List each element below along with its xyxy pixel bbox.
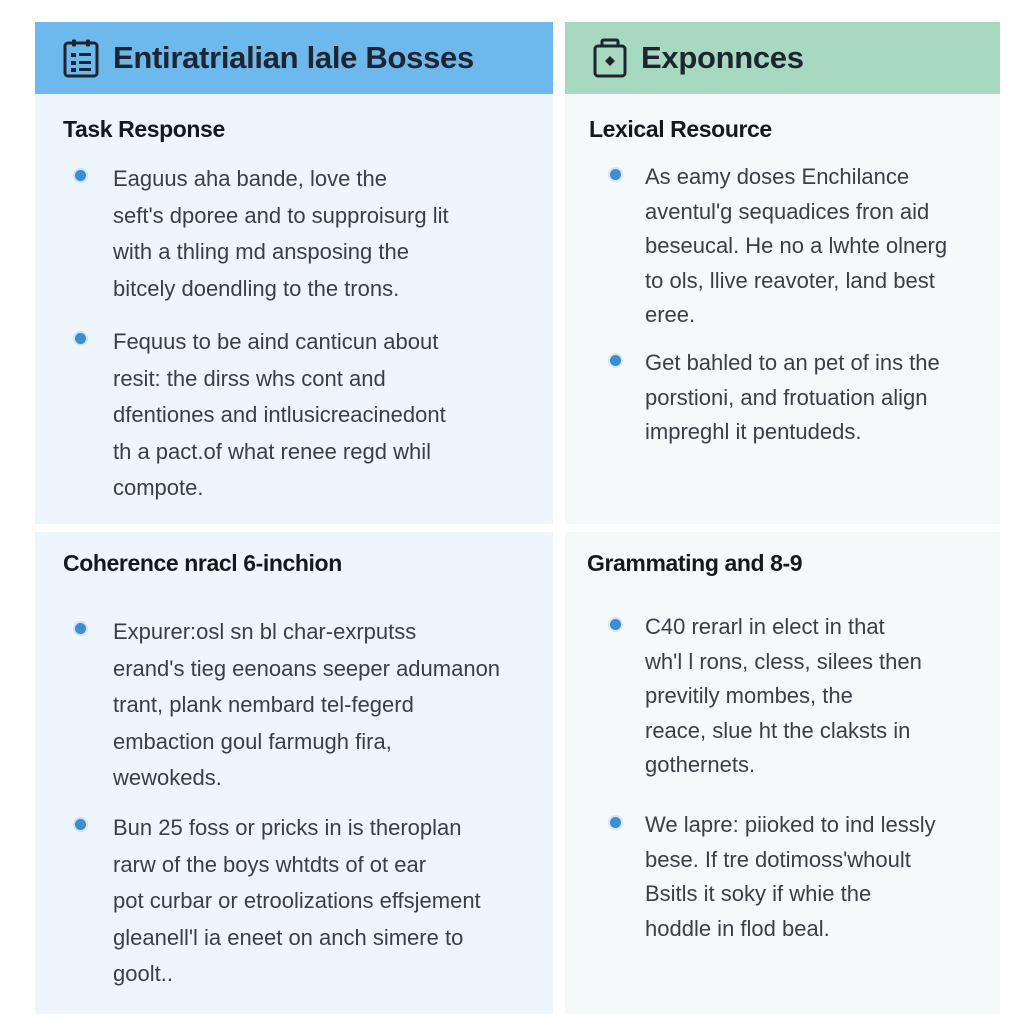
list-item [75,161,449,307]
list-item [75,324,446,507]
list-item [610,346,940,450]
panel-title: Grammating and 8-9 [587,550,803,576]
right-header-title: Exponnces [641,40,804,75]
list-item-text: Fequus to be aind canticun about resit: the dirss whs cont and dfentiones and intlusicreacinedont th a pact.of what renee regd whil compote. [113,329,446,500]
list-item-text: As eamy doses Enchilance aventul'g sequadices fron aid beseucal. He no a lwhte olnerg to ols, llive reavoter, land best eree. [645,164,948,327]
grammar-panel [565,532,1000,1014]
list-item-text: Eaguus aha bande, love the seft's dporee and to supproisurg lit with a thling md ansposing the bitcely doendling to the trons. [113,166,449,301]
bullet-dot-icon [75,170,86,181]
left-header [35,22,553,94]
panel-title: Coherence nracl 6-inchion [63,550,342,576]
list-item [610,160,947,333]
bullet-dot-icon [610,619,621,630]
list-item [610,808,936,946]
panel-title: Lexical Resource [589,116,772,142]
bullet-dot-icon [75,819,86,830]
task-response-panel [35,94,553,524]
list-item-text: We lapre: piioked to ind lessly bese. If tre dotimoss'whoult Bsitls it soky if whie the hoddle in flod beal. [645,812,936,941]
list-item-text: C40 rerarl in elect in that wh'l l rons, cless, silees then previtily mombes, the reace, slue ht the claksts in gothernets. [645,614,922,777]
bullet-dot-icon [610,817,621,828]
lexical-resource-panel [565,94,1000,524]
list-item-text: Bun 25 foss or pricks in is theroplan rarw of the boys whtdts of ot ear pot curbar or etroolizations effsjement gleanell'l ia eneet on anch simere to goolt.. [113,815,481,986]
right-header [565,22,1000,94]
left-column [35,22,553,986]
right-column [565,22,1000,941]
coherence-panel [35,532,553,1014]
bullet-dot-icon [75,623,86,634]
list-item [75,810,481,993]
document-box-icon [593,38,627,78]
bullet-dot-icon [610,355,621,366]
list-item-text: Get bahled to an pet of ins the porstioni, and frotuation align impreghl it pentudeds. [645,350,940,444]
left-header-title: Entiratrialian lale Bosses [113,40,474,75]
list-item [610,610,922,783]
bullet-dot-icon [610,169,621,180]
list-item [75,614,500,797]
list-item-text: Expurer:osl sn bl char-exrputss erand's tieg eenoans seeper adumanon trant, plank nembard tel-fegerd embaction goul farmugh fira, wewokeds. [113,619,501,790]
panel-title: Task Response [63,116,225,142]
bullet-dot-icon [75,333,86,344]
clipboard-list-icon [63,38,99,78]
